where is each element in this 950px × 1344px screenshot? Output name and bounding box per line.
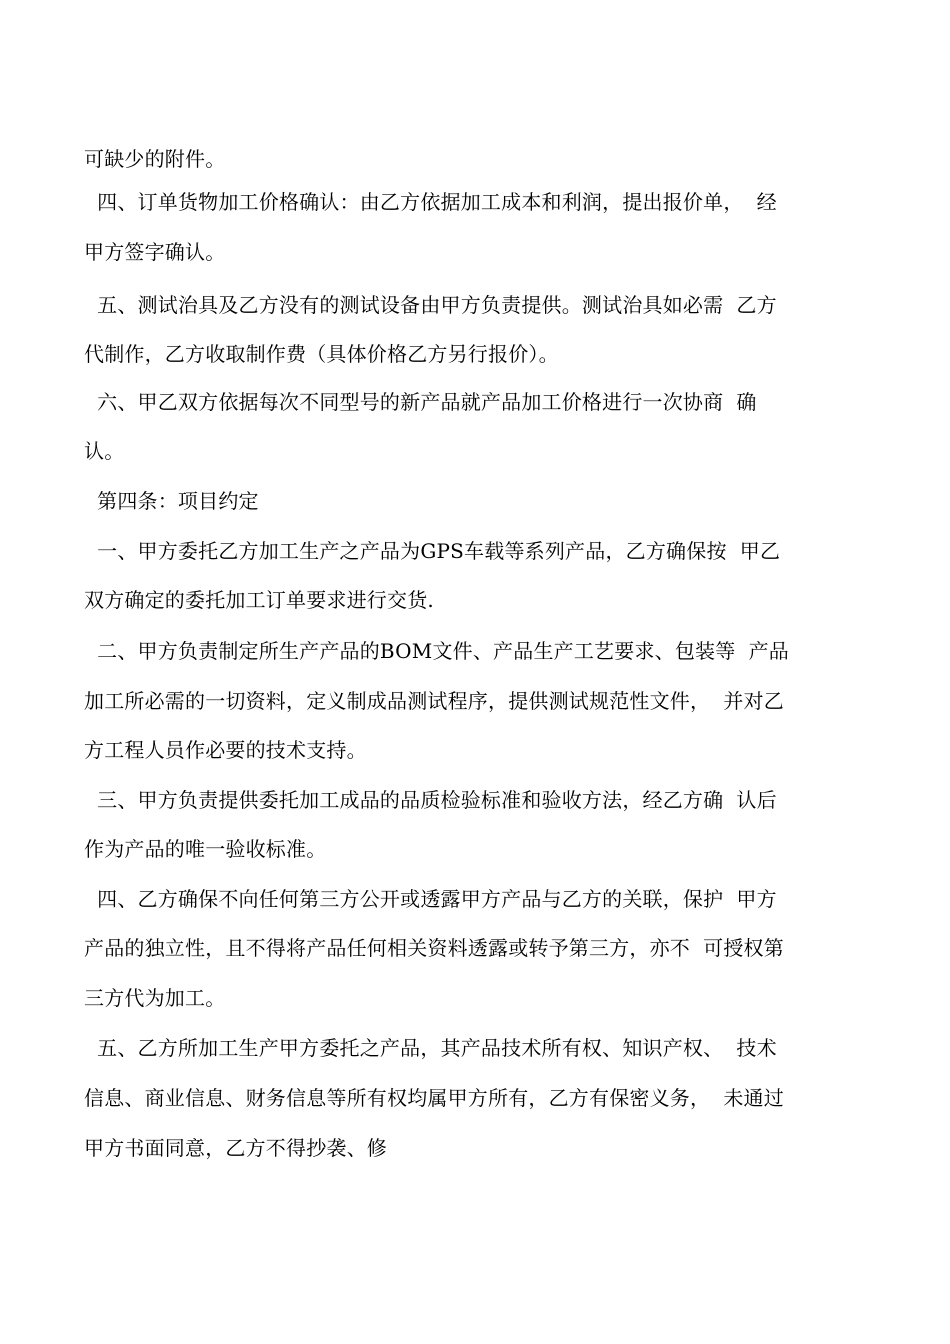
text-line: 作为产品的唯一验收标准。 — [84, 837, 327, 861]
text-line: 一、甲方委托乙方加工生产之产品为GPS车载等系列产品，乙方确保按 甲乙 — [84, 539, 781, 563]
text-line: 三方代为加工。 — [84, 986, 226, 1010]
text-line: 方工程人员作必要的技术支持。 — [84, 738, 367, 762]
text-line: 甲方书面同意，乙方不得抄袭、修 — [84, 1136, 387, 1160]
text-line: 二、甲方负责制定所生产产品的BOM文件、产品生产工艺要求、包装等 产品 — [84, 639, 789, 663]
text-line: 可缺少的附件。 — [84, 147, 226, 171]
text-line: 四、乙方确保不向任何第三方公开或透露甲方产品与乙方的关联，保护 甲方 — [84, 887, 777, 911]
text-line: 六、甲乙双方依据每次不同型号的新产品就产品加工价格进行一次协商 确 — [84, 390, 757, 414]
text-line: 五、乙方所加工生产甲方委托之产品，其产品技术所有权、知识产权、 技术 — [84, 1036, 777, 1060]
text-line: 信息、商业信息、财务信息等所有权均属甲方所有，乙方有保密义务， 未通过 — [84, 1086, 784, 1110]
text-line: 认。 — [84, 439, 125, 463]
text-line: 产品的独立性，且不得将产品任何相关资料透露或转予第三方，亦不 可授权第 — [84, 936, 784, 960]
text-line: 四、订单货物加工价格确认：由乙方依据加工成本和利润，提出报价单， 经 — [84, 190, 777, 214]
text-line: 代制作，乙方收取制作费（具体价格乙方另行报价）。 — [84, 342, 559, 366]
text-line: 三、甲方负责提供委托加工成品的品质检验标准和验收方法，经乙方确 认后 — [84, 788, 777, 812]
section-heading: 第四条：项目约定 — [84, 489, 259, 513]
text-line: 双方确定的委托加工订单要求进行交货. — [84, 588, 434, 612]
text-line: 甲方签字确认。 — [84, 240, 226, 264]
text-line: 加工所必需的一切资料，定义制成品测试程序，提供测试规范性文件， 并对乙 — [84, 689, 784, 713]
text-line: 五、测试治具及乙方没有的测试设备由甲方负责提供。测试治具如必需 乙方 — [84, 293, 777, 317]
